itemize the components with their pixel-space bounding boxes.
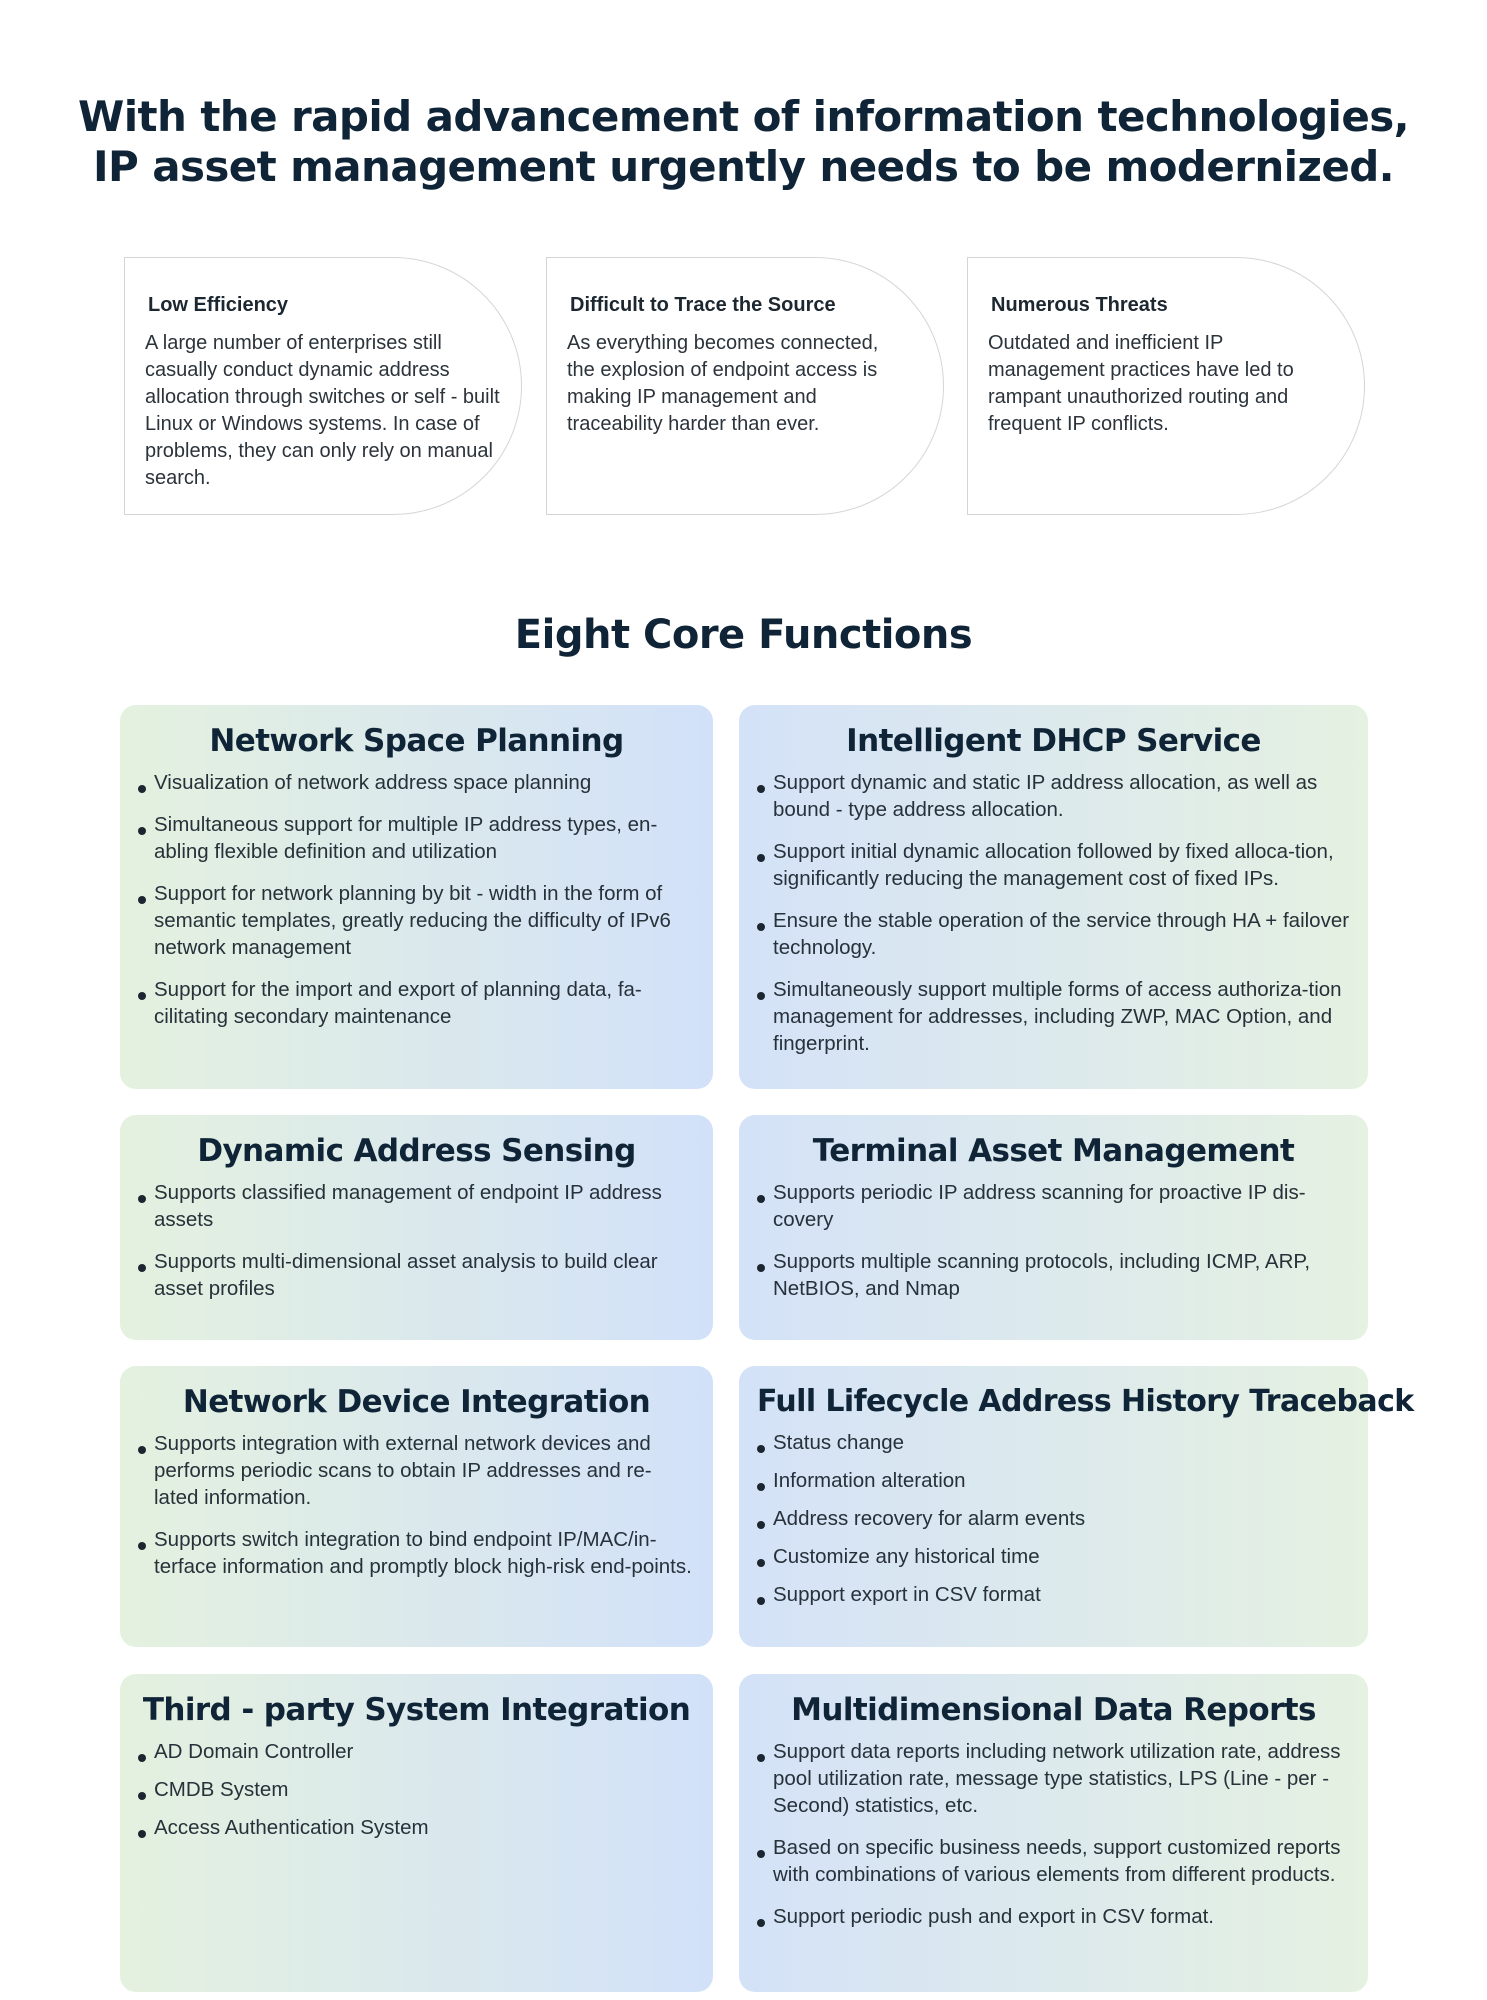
list-item: Support for the import and export of planning data, fa-cilitating secondary maintenance <box>138 976 695 1030</box>
list-item: AD Domain Controller <box>138 1738 695 1765</box>
function-title: Multidimensional Data Reports <box>791 1692 1316 1728</box>
list-item: Supports integration with external network devices and performs periodic scans to obtain IP addresses and re-lated information. <box>138 1430 695 1511</box>
function-card-terminal-asset-management <box>739 1115 1368 1340</box>
problem-card-threats <box>967 257 1365 515</box>
function-card-network-device-integration <box>120 1366 713 1647</box>
list-item: Ensure the stable operation of the service through HA + failover technology. <box>757 907 1350 961</box>
function-list <box>138 1430 695 1580</box>
page-headline <box>0 92 1487 192</box>
function-list <box>757 769 1350 1057</box>
function-list <box>138 769 695 1030</box>
list-item: CMDB System <box>138 1776 695 1803</box>
list-item: Simultaneous support for multiple IP address types, en-abling flexible definition and utilization <box>138 811 695 865</box>
problem-title: Numerous Threats <box>991 294 1168 316</box>
problem-card-efficiency <box>124 257 522 515</box>
list-item: Simultaneously support multiple forms of access authoriza-tion management for addresses, including ZWP, MAC Option, and fingerprint. <box>757 976 1350 1057</box>
function-title: Network Space Planning <box>209 723 624 759</box>
list-item: Supports switch integration to bind endpoint IP/MAC/in-terface information and promptly block high-risk end-points. <box>138 1526 695 1580</box>
function-card-multidimensional-reports <box>739 1674 1368 1992</box>
function-title: Dynamic Address Sensing <box>197 1133 636 1169</box>
problem-body: As everything becomes connected, the explosion of endpoint access is making IP management and traceability harder than ever. <box>567 332 879 435</box>
list-item: Support dynamic and static IP address allocation, as well as bound - type address allocation. <box>757 769 1350 823</box>
section-title: Eight Core Functions <box>514 612 973 658</box>
function-title: Intelligent DHCP Service <box>846 723 1261 759</box>
problem-title: Difficult to Trace the Source <box>570 294 836 316</box>
list-item: Support for network planning by bit - width in the form of semantic templates, greatly reducing the difficulty of IPv6 network management <box>138 880 695 961</box>
function-title: Network Device Integration <box>182 1384 651 1420</box>
list-item: Supports periodic IP address scanning for proactive IP dis-covery <box>757 1179 1350 1233</box>
function-card-intelligent-dhcp <box>739 705 1368 1089</box>
function-list <box>138 1738 695 1841</box>
function-card-address-history-traceback <box>739 1366 1414 1647</box>
problem-body: A large number of enterprises still casually conduct dynamic address allocation through switches or self - built Linux or Windows systems. In case of problems, they can only rely on manual search. <box>145 332 500 489</box>
function-list <box>757 1179 1350 1302</box>
list-item: Supports multi-dimensional asset analysis to build clear asset profiles <box>138 1248 695 1302</box>
problem-card-trace <box>546 257 944 515</box>
function-list <box>757 1738 1350 1930</box>
list-item: Supports multiple scanning protocols, including ICMP, ARP, NetBIOS, and Nmap <box>757 1248 1350 1302</box>
list-item: Access Authentication System <box>138 1814 695 1841</box>
list-item: Support data reports including network utilization rate, address pool utilization rate, message type statistics, LPS (Line - per - Second) statistics, etc. <box>757 1738 1350 1819</box>
list-item: Support export in CSV format <box>757 1581 1350 1608</box>
list-item: Based on specific business needs, support customized reports with combinations of various elements from different products. <box>757 1834 1350 1888</box>
headline-line-1: With the rapid advancement of information technologies, <box>78 92 1409 141</box>
function-title: Full Lifecycle Address History Traceback <box>757 1384 1414 1419</box>
list-item: Supports classified management of endpoint IP address assets <box>138 1179 695 1233</box>
function-card-third-party-integration <box>120 1674 713 1992</box>
list-item: Support periodic push and export in CSV format. <box>757 1903 1350 1930</box>
headline-line-2: IP asset management urgently needs to be modernized. <box>92 142 1395 191</box>
list-item: Visualization of network address space planning <box>138 769 695 796</box>
function-card-network-space-planning <box>120 705 713 1089</box>
list-item: Customize any historical time <box>757 1543 1350 1570</box>
list-item: Status change <box>757 1429 1350 1456</box>
function-list <box>138 1179 695 1302</box>
problem-body: Outdated and inefficient IP management practices have led to rampant unauthorized routing and frequent IP conflicts. <box>988 332 1294 435</box>
function-card-dynamic-address-sensing <box>120 1115 713 1340</box>
function-title: Third - party System Integration <box>142 1692 691 1728</box>
list-item: Support initial dynamic allocation followed by fixed alloca-tion, significantly reducing the management cost of fixed IPs. <box>757 838 1350 892</box>
problem-title: Low Efficiency <box>148 294 289 316</box>
function-list <box>757 1429 1350 1608</box>
function-title: Terminal Asset Management <box>812 1133 1295 1169</box>
list-item: Information alteration <box>757 1467 1350 1494</box>
list-item: Address recovery for alarm events <box>757 1505 1350 1532</box>
